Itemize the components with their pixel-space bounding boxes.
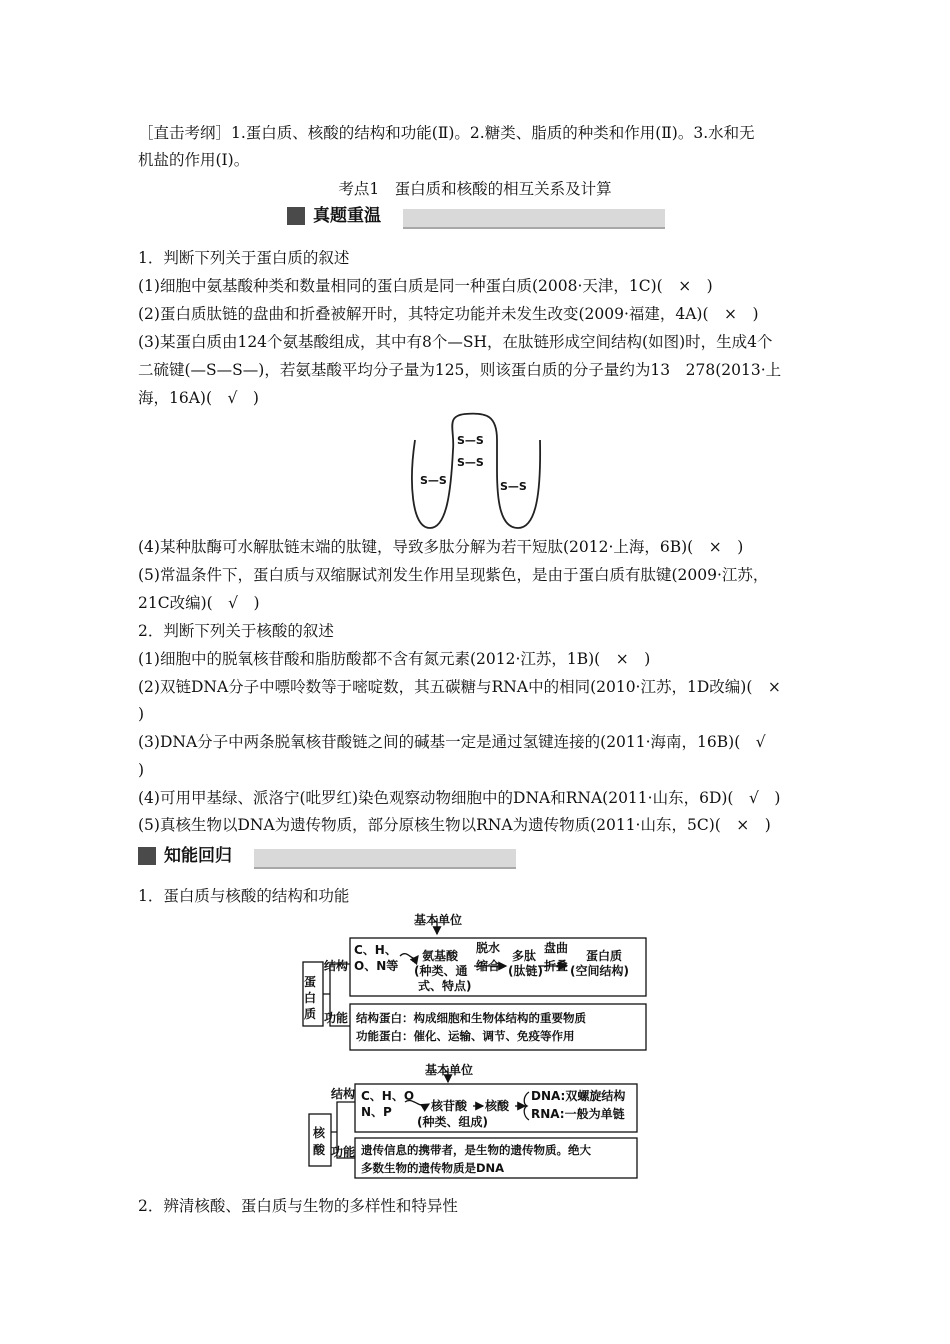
- question-item: (1)细胞中的脱氧核苷酸和脂肪酸都不含有氮元素(2012·江苏，1B)( × ): [138, 650, 651, 668]
- question-item: 海，16A)( √ ): [138, 389, 259, 407]
- dna-structure: DNA:双螺旋结构: [531, 1089, 626, 1103]
- side-box: [309, 1114, 331, 1166]
- kaodian-title: 考点1 蛋白质和核酸的相互关系及计算: [338, 180, 612, 198]
- knowledge-1-title: 1．蛋白质与核酸的结构和功能: [138, 887, 350, 905]
- elements-1: C、H、O: [361, 1089, 415, 1103]
- ss-bond: S—S: [500, 480, 527, 493]
- structure-label: 结构: [324, 959, 349, 973]
- section-header-1: [287, 205, 667, 227]
- side-label-2: 酸: [313, 1143, 326, 1157]
- question-item: (5)真核生物以DNA为遗传物质，部分原核生物以RNA为遗传物质(2011·山东，5C)( × ): [138, 816, 771, 834]
- question-item: (4)某种肽酶可水解肽链末端的肽键，导致多肽分解为若干短肽(2012·上海，6B)( × ): [138, 538, 744, 556]
- question-item: (2)双链DNA分子中嘌呤数等于嘧啶数，其五碳糖与RNA中的相同(2010·江苏，1D改编)( ×: [138, 678, 781, 696]
- elements-1: C、H、: [354, 943, 397, 957]
- elements-2: O、N等: [354, 959, 399, 973]
- side-label-2: 白: [304, 991, 317, 1005]
- basic-unit-label: 基本单位: [414, 913, 463, 927]
- nucleic-acid-diagram: [305, 1062, 640, 1182]
- function-label: 功能: [324, 1011, 349, 1025]
- peptide-note: (肽链): [508, 964, 543, 978]
- dehydration-1: 脱水: [476, 941, 501, 955]
- side-label-1: 核: [313, 1126, 326, 1140]
- nucleotide: 核苷酸: [431, 1099, 468, 1113]
- protein-diagram: [300, 908, 650, 1058]
- function-line-2: 功能蛋白：催化、运输、调节、免疫等作用: [356, 1029, 575, 1043]
- function-line-2: 多数生物的遗传物质是DNA: [361, 1161, 505, 1175]
- side-label-3: 质: [304, 1007, 317, 1021]
- function-line-1: 遗传信息的携带者，是生物的遗传物质。绝大: [361, 1143, 591, 1157]
- section-marker: [138, 847, 156, 865]
- outline-text-1: 1.蛋白质、核酸的结构和功能(Ⅱ)。2.糖类、脂质的种类和作用(Ⅱ)。3.水和无: [231, 124, 755, 142]
- peptide: 多肽: [512, 949, 537, 963]
- side-label-1: 蛋: [304, 975, 317, 989]
- outline-label: ［直击考纲］: [138, 124, 232, 142]
- question-1-title: 1．判断下列关于蛋白质的叙述: [138, 249, 350, 267]
- ss-bond: S—S: [457, 434, 484, 447]
- ss-bond: S—S: [457, 456, 484, 469]
- question-item: 二硫键(—S—S—)，若氨基酸平均分子量为125，则该蛋白质的分子量约为13 278(2013·上: [138, 361, 782, 379]
- structure-label: 结构: [331, 1087, 356, 1101]
- disulfide-figure: [405, 410, 550, 532]
- section-bar: [403, 209, 665, 229]
- question-item: (4)可用甲基绿、派洛宁(吡罗红)染色观察动物细胞中的DNA和RNA(2011·山东，6D)( √ ): [138, 789, 781, 807]
- nucleotide-note: (种类、组成): [417, 1115, 488, 1129]
- fold-1: 盘曲: [544, 941, 569, 955]
- section-bar: [254, 849, 516, 869]
- ss-bond: S—S: [420, 474, 447, 487]
- question-item: (5)常温条件下，蛋白质与双缩脲试剂发生作用呈现紫色，是由于蛋白质有肽键(2009·江苏，: [138, 566, 769, 584]
- question-item: (3)某蛋白质由124个氨基酸组成，其中有8个—SH，在肽链形成空间结构(如图)时，生成4个: [138, 333, 773, 351]
- protein-note: (空间结构): [570, 964, 629, 978]
- function-line-1: 结构蛋白：构成细胞和生物体结构的重要物质: [356, 1011, 586, 1025]
- question-2-title: 2．判断下列关于核酸的叙述: [138, 622, 334, 640]
- knowledge-2-title: 2．辨清核酸、蛋白质与生物的多样性和特异性: [138, 1197, 458, 1215]
- protein-label: 蛋白质: [586, 949, 623, 963]
- amino-note-1: (种类、通: [414, 964, 468, 978]
- nucleic-acid: 核酸: [485, 1099, 510, 1113]
- question-item: (2)蛋白质肽链的盘曲和折叠被解开时，其特定功能并未发生改变(2009·福建，4A)( × ): [138, 305, 759, 323]
- question-item: (3)DNA分子中两条脱氧核苷酸链之间的碱基一定是通过氢键连接的(2011·海南，16B)( √: [138, 733, 766, 751]
- section-marker: [287, 207, 305, 225]
- amino-note-2: 式、特点): [418, 979, 472, 993]
- function-label: 功能: [331, 1145, 356, 1159]
- question-item: ): [138, 761, 145, 779]
- section-header-2: [138, 845, 518, 867]
- peptide-chain: [412, 414, 540, 528]
- question-item: ): [138, 705, 145, 723]
- basic-unit-label: 基本单位: [425, 1063, 474, 1077]
- dehydration-2: 缩合: [476, 959, 501, 973]
- question-item: 21C改编)( √ ): [138, 594, 260, 612]
- question-item: (1)细胞中氨基酸种类和数量相同的蛋白质是同一种蛋白质(2008·天津，1C)( × ): [138, 277, 713, 295]
- rna-structure: RNA:一般为单链: [531, 1107, 625, 1121]
- section-title: 知能回归: [164, 846, 232, 866]
- outline-text-2: 机盐的作用(Ⅰ)。: [138, 151, 250, 169]
- section-title: 真题重温: [313, 206, 381, 226]
- exam-outline: [138, 120, 818, 174]
- fold-2: 折叠: [544, 959, 569, 973]
- elements-2: N、P: [361, 1105, 392, 1119]
- amino-acid: 氨基酸: [422, 949, 459, 963]
